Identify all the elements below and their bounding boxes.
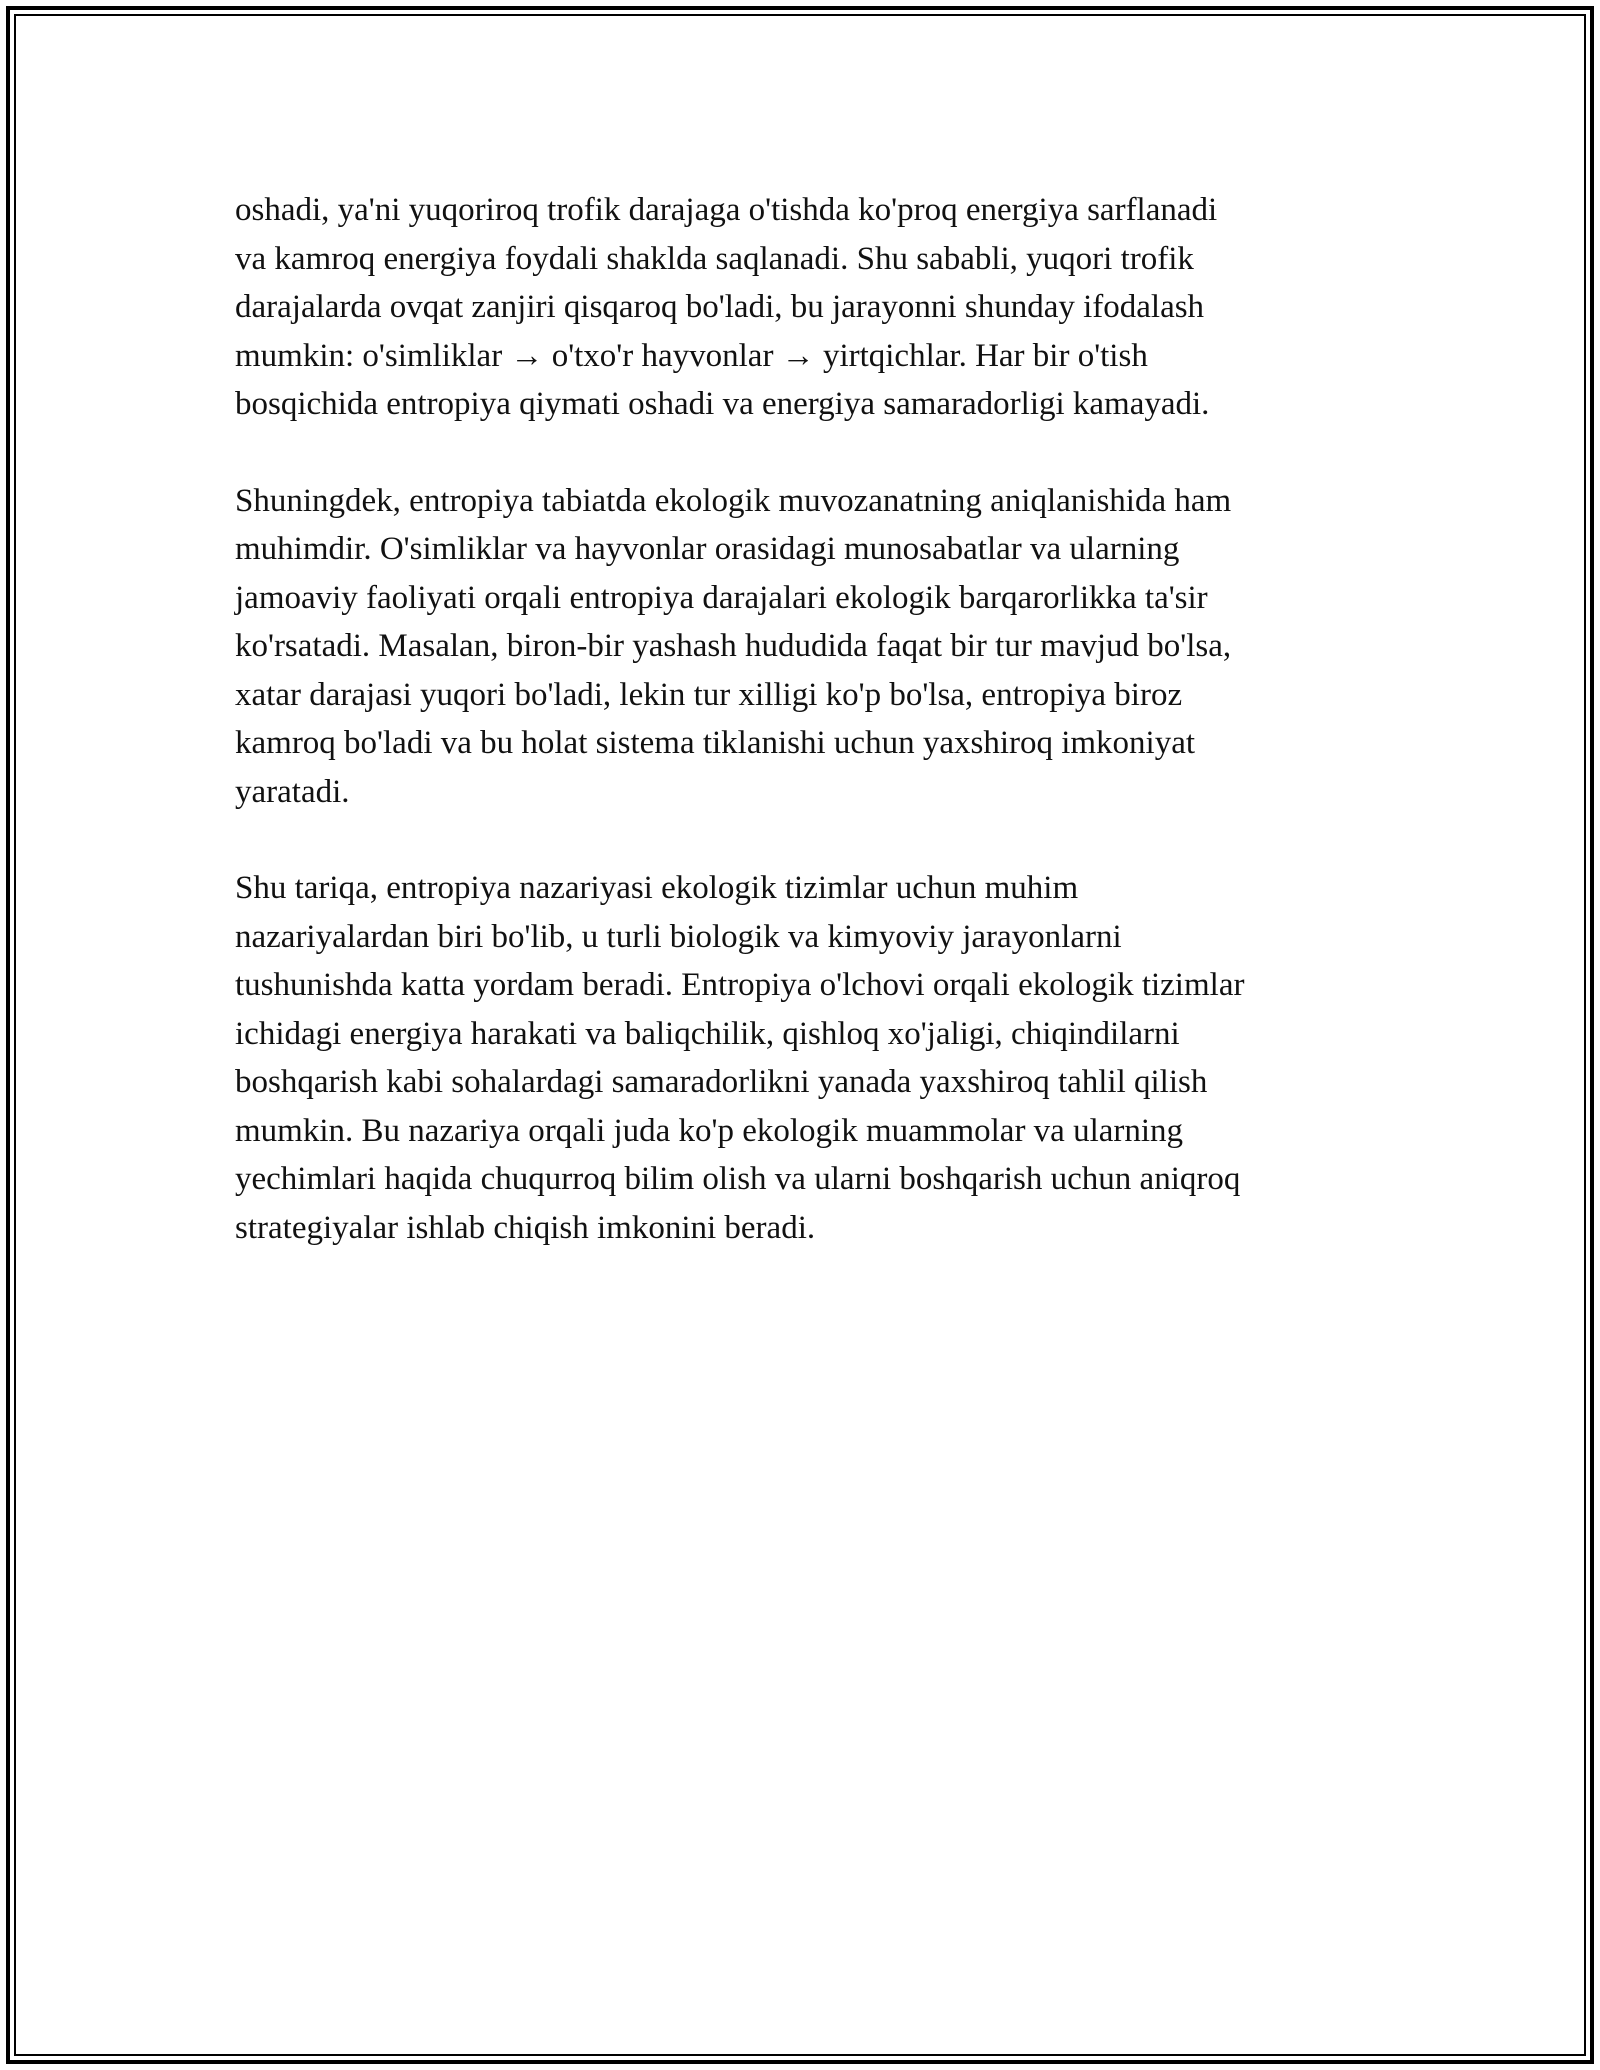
text-line: jamoaviy faoliyati orqali entropiya darajalari ekologik barqarorlikka ta'sir xyxy=(235,579,1208,616)
paragraph-1 xyxy=(235,186,1365,429)
text-line: muhimdir. O'simliklar va hayvonlar orasidagi munosabatlar va ularning xyxy=(235,531,1180,567)
text-line: yaratadi. xyxy=(235,773,350,810)
text-line: yechimlari haqida chuqurroq bilim olish va ularni boshqarish uchun aniqroq xyxy=(235,1161,1241,1197)
paragraph-3 xyxy=(235,864,1365,1252)
text-line: nazariyalardan biri bo'lib, u turli biologik va kimyoviy jarayonlarni xyxy=(235,918,1122,955)
text-line: ko'rsatadi. Masalan, biron-bir yashash hududida faqat bir tur mavjud bo'lsa, xyxy=(235,628,1232,664)
text-line: kamroq bo'ladi va bu holat sistema tiklanishi uchun yaxshiroq imkoniyat xyxy=(235,725,1196,761)
text-line: bosqichida entropiya qiymati oshadi va energiya samaradorligi kamayadi. xyxy=(235,386,1210,422)
text-line: tushunishda katta yordam beradi. Entropiya o'lchovi orqali ekologik tizimlar xyxy=(235,967,1245,1003)
text-line: xatar darajasi yuqori bo'ladi, lekin tur xilligi ko'p bo'lsa, entropiya biroz xyxy=(235,676,1183,713)
text-line: oshadi, ya'ni yuqoriroq trofik darajaga o'tishda ko'proq energiya sarflanadi xyxy=(235,192,1218,228)
paragraph-2 xyxy=(235,477,1365,817)
text-line: Shu tariqa, entropiya nazariyasi ekologik tizimlar uchun muhim xyxy=(235,870,1079,906)
text-line: mumkin: o'simliklar → o'txo'r hayvonlar → yirtqichlar. Har bir o'tish xyxy=(235,337,1148,374)
text-line: mumkin. Bu nazariya orqali juda ko'p ekologik muammolar va ularning xyxy=(235,1112,1184,1149)
text-line: strategiyalar ishlab chiqish imkonini beradi. xyxy=(235,1209,816,1246)
text-line: darajalarda ovqat zanjiri qisqaroq bo'ladi, bu jarayonni shunday ifodalash xyxy=(235,289,1205,325)
document-body xyxy=(235,186,1365,1300)
text-line: ichidagi energiya harakati va baliqchilik, qishloq xo'jaligi, chiqindilarni xyxy=(235,1015,1180,1052)
text-line: va kamroq energiya foydali shaklda saqlanadi. Shu sababli, yuqori trofik xyxy=(235,240,1194,277)
text-line: boshqarish kabi sohalardagi samaradorlikni yanada yaxshiroq tahlil qilish xyxy=(235,1064,1208,1100)
text-line: Shuningdek, entropiya tabiatda ekologik muvozanatning aniqlanishida ham xyxy=(235,482,1232,519)
